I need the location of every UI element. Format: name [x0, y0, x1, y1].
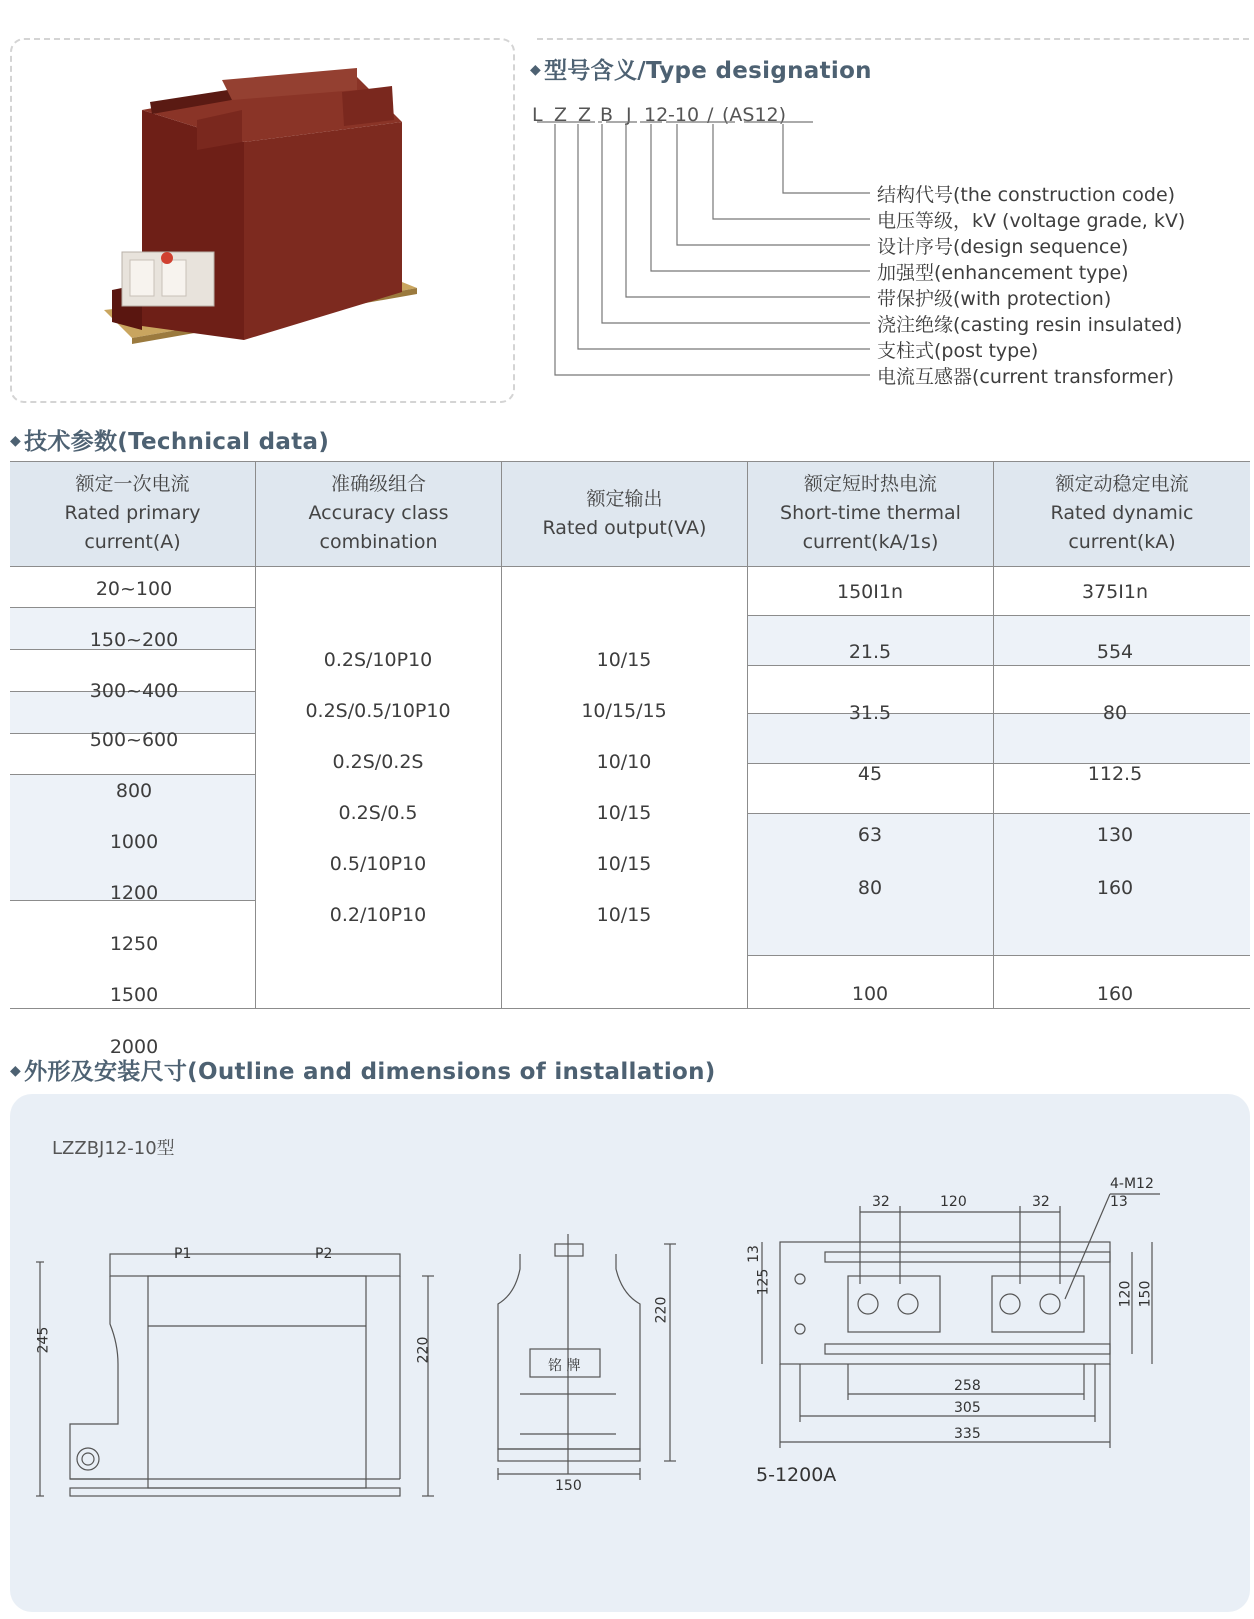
type-designation-title: ◆ 型号含义/Type designation	[530, 58, 872, 84]
primary-current-cell: 1250	[109, 933, 159, 955]
accuracy-class-cell: 0.2S/0.2S	[332, 751, 424, 773]
column-divider	[255, 461, 256, 1008]
diamond-bullet-icon: ◆	[530, 61, 542, 78]
rated-output-cell: 10/15/15	[581, 700, 667, 722]
meaning-enhancement-type: 加强型(enhancement type)	[877, 262, 1129, 284]
tech-data-title: ◆ 技术参数(Technical data)	[10, 429, 330, 455]
row-divider	[748, 763, 1250, 764]
header-accuracy-class	[256, 461, 501, 566]
column-divider	[747, 461, 748, 1008]
rated-output-cell: 10/10	[596, 751, 652, 773]
dim-top: 125	[755, 1268, 772, 1296]
dim-top: 120	[940, 1194, 967, 1210]
thermal-current-cell: 80	[857, 877, 883, 899]
primary-current-cell: 500~600	[89, 729, 179, 751]
header-rated-output	[502, 461, 747, 566]
primary-current-cell: 800	[115, 780, 153, 802]
header-en: Rated output(VA)	[542, 516, 707, 539]
dynamic-current-cell: 112.5	[1087, 763, 1143, 785]
column-divider	[993, 461, 994, 1008]
header-en: Short-time thermal	[780, 502, 961, 524]
row-divider	[748, 955, 1250, 956]
code-char: Z	[578, 104, 592, 126]
code-char: B	[600, 104, 614, 126]
header-dynamic-current	[994, 461, 1250, 566]
row-band	[748, 813, 1250, 955]
rated-output-cell: 10/15	[596, 853, 652, 875]
outline-title: ◆ 外形及安装尺寸(Outline and dimensions of installation)	[10, 1059, 716, 1085]
dim-top: 13	[745, 1245, 762, 1263]
dim-top: 335	[954, 1426, 981, 1442]
dim-top: 150	[1137, 1280, 1154, 1308]
accuracy-class-cell: 0.2S/0.5	[338, 802, 418, 824]
thermal-current-cell: 63	[857, 824, 883, 846]
dim-side-width: 150	[555, 1478, 582, 1494]
meaning-with-protection: 带保护级(with protection)	[877, 288, 1112, 310]
table-bottom-border	[10, 1008, 1250, 1009]
code-char: /	[707, 104, 714, 126]
dynamic-current-cell: 554	[1096, 641, 1134, 663]
row-band	[748, 713, 1250, 763]
row-divider	[10, 607, 255, 608]
header-cn: 额定动稳定电流	[1055, 473, 1189, 495]
header-en: Rated dynamic	[1050, 502, 1194, 524]
dim-top: 32	[872, 1194, 890, 1210]
dim-top: 305	[954, 1400, 981, 1416]
primary-current-cell: 1200	[109, 882, 159, 904]
thermal-current-cell: 100	[851, 983, 889, 1005]
rated-output-cell: 10/15	[596, 904, 652, 926]
code-char: -10	[668, 104, 700, 126]
row-divider	[748, 713, 1250, 714]
dim-top: 4-M12	[1110, 1176, 1154, 1192]
model-label: LZZBJ12-10型	[52, 1138, 175, 1159]
dim-top: 258	[954, 1378, 981, 1394]
header-cn: 额定一次电流	[75, 473, 190, 495]
row-divider	[748, 665, 1250, 666]
outline-drawings	[10, 1094, 1250, 1612]
terminal-p2-label: P2	[315, 1246, 333, 1262]
dynamic-current-cell: 375I1n	[1082, 581, 1148, 603]
accuracy-class-cell: 0.5/10P10	[329, 853, 427, 875]
row-divider	[748, 813, 1250, 814]
dynamic-current-cell: 160	[1096, 983, 1134, 1005]
code-char: (AS12)	[722, 104, 787, 126]
header-en: current(kA/1s)	[802, 531, 939, 553]
thermal-current-cell: 31.5	[848, 702, 892, 724]
dim-top: 13	[1110, 1194, 1128, 1210]
dynamic-current-cell: 160	[1096, 877, 1134, 899]
dim-side-height: 220	[653, 1296, 670, 1324]
row-divider	[10, 774, 255, 775]
row-band	[748, 615, 1250, 665]
header-en: current(A)	[84, 531, 181, 553]
thermal-current-cell: 21.5	[848, 641, 892, 663]
header-en: Rated primary	[64, 502, 201, 524]
nameplate-label: 铭 牌	[548, 1358, 581, 1374]
primary-current-cell: 300~400	[89, 680, 179, 702]
dim-top: 120	[1117, 1280, 1134, 1308]
tech-data-table	[10, 461, 1250, 1058]
thermal-current-cell: 150I1n	[837, 581, 903, 603]
dynamic-current-cell: 130	[1096, 824, 1134, 846]
thermal-current-cell: 45	[857, 763, 883, 785]
accuracy-class-cell: 0.2S/10P10	[323, 649, 433, 671]
header-bottom-border	[10, 566, 1250, 567]
meaning-post-type: 支柱式(post type)	[877, 340, 1039, 362]
header-cn: 额定输出	[586, 487, 663, 510]
header-en: Accuracy class	[308, 502, 449, 524]
dynamic-current-cell: 80	[1102, 702, 1128, 724]
dim-front-height: 245	[35, 1326, 52, 1354]
diamond-bullet-icon: ◆	[10, 1062, 22, 1079]
meaning-design-sequence: 设计序号(design sequence)	[877, 236, 1129, 258]
header-en: current(kA)	[1068, 531, 1176, 553]
header-cn: 准确级组合	[330, 473, 426, 495]
outline-drawing-panel	[10, 1094, 1250, 1612]
header-thermal-current	[748, 461, 993, 566]
column-divider	[501, 461, 502, 1008]
header-primary-current	[10, 461, 255, 566]
code-char: L	[532, 104, 543, 126]
rated-output-cell: 10/15	[596, 802, 652, 824]
meaning-current-transformer: 电流互感器(current transformer)	[877, 366, 1175, 388]
meaning-construction-code: 结构代号(the construction code)	[877, 184, 1176, 206]
header-en: combination	[319, 531, 438, 553]
rated-output-cell: 10/15	[596, 649, 652, 671]
row-divider	[748, 615, 1250, 616]
primary-current-cell: 20~100	[95, 578, 173, 600]
primary-current-cell: 150~200	[89, 629, 179, 651]
primary-current-cell: 2000	[109, 1036, 159, 1058]
code-char: J	[626, 104, 632, 126]
accuracy-class-cell: 0.2S/0.5/10P10	[305, 700, 451, 722]
terminal-p1-label: P1	[174, 1246, 192, 1262]
code-char: Z	[554, 104, 568, 126]
accuracy-class-cell: 0.2/10P10	[329, 904, 427, 926]
header-cn: 额定短时热电流	[803, 473, 937, 495]
dim-front-inner: 220	[415, 1336, 432, 1364]
meaning-casting-resin: 浇注绝缘(casting resin insulated)	[877, 314, 1183, 336]
code-char: 12	[644, 104, 669, 126]
primary-current-cell: 1500	[109, 984, 159, 1006]
diamond-bullet-icon: ◆	[10, 432, 22, 449]
table-top-border	[10, 461, 1250, 462]
top-view-caption: 5-1200A	[756, 1464, 837, 1486]
meaning-voltage-grade: 电压等级，kV (voltage grade, kV)	[877, 210, 1186, 232]
dim-top: 32	[1032, 1194, 1050, 1210]
primary-current-cell: 1000	[109, 831, 159, 853]
